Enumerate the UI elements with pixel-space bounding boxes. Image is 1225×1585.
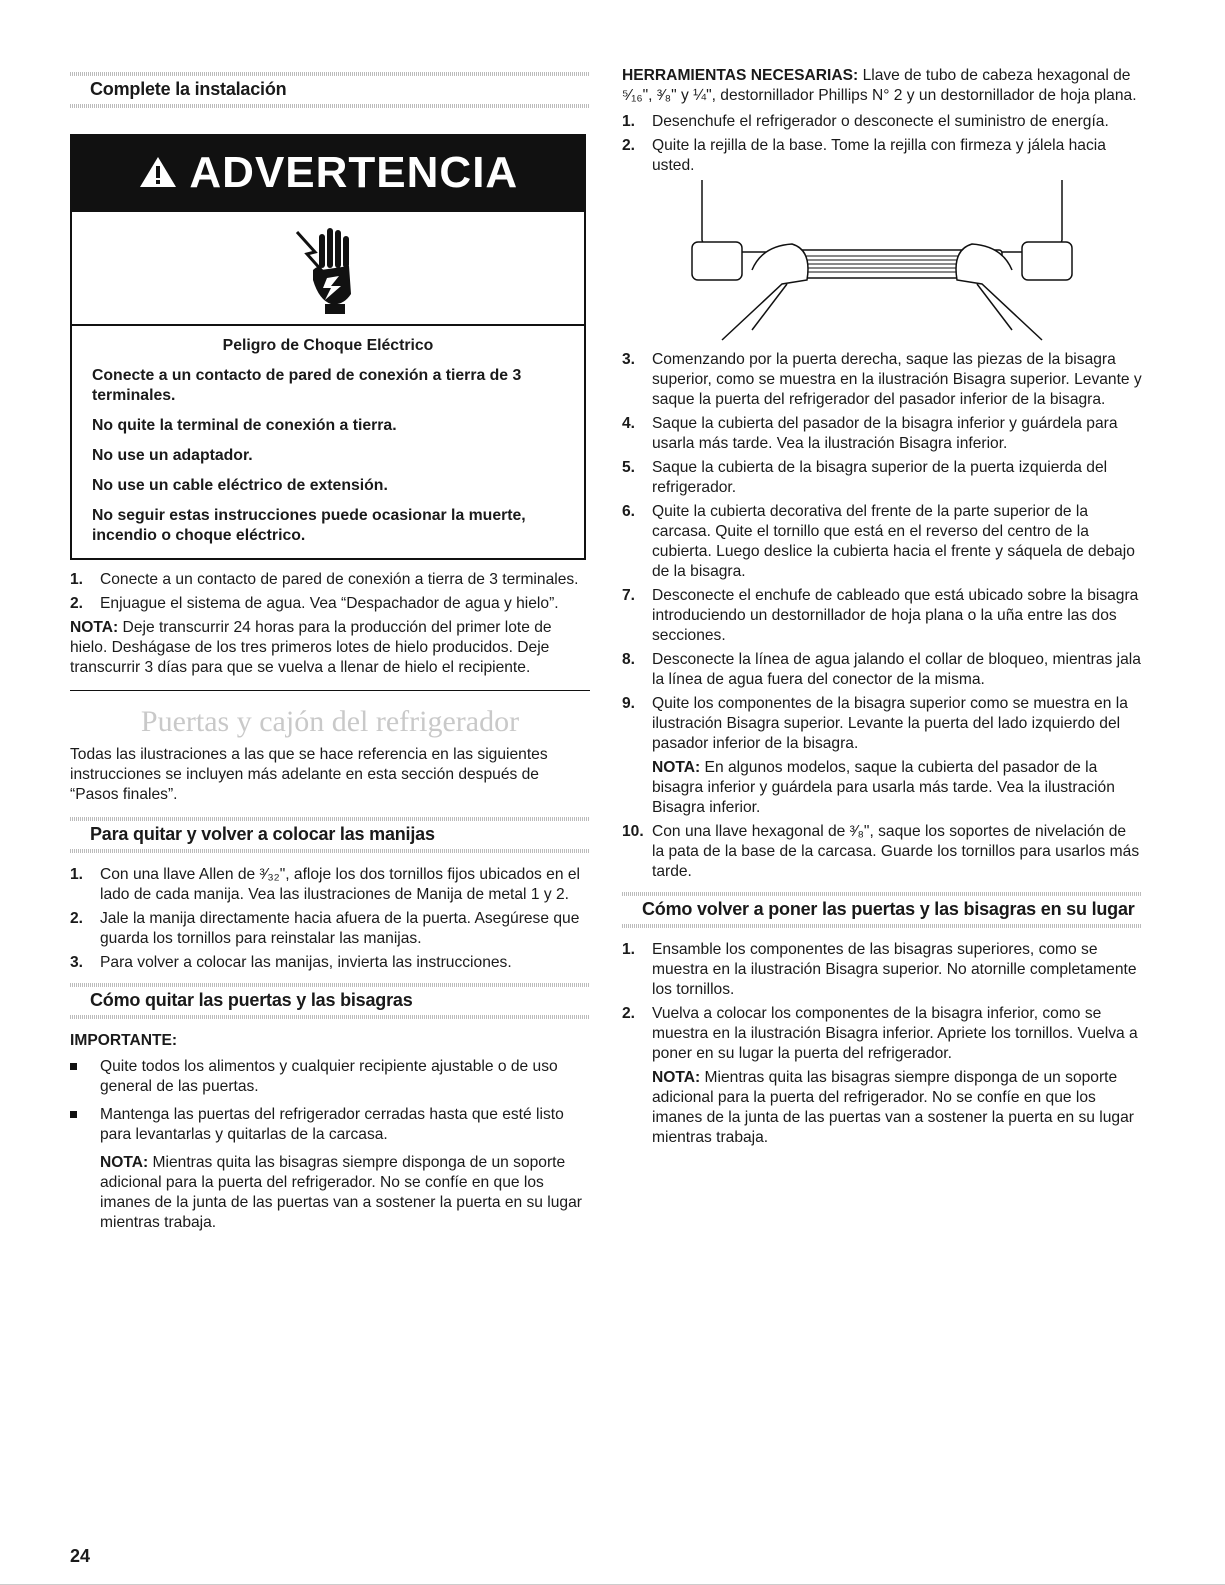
bullet-icon [70,1111,77,1118]
divider [70,104,590,108]
note: NOTA: Deje transcurrir 24 horas para la producción del primer lote de hielo. Deshágase de los tres primeros lotes de hielo producidos. Deje transcurrir 3 días para que se vuelva a llenar de hielo el recipiente. [70,619,552,676]
removal-step-10 [622,822,1142,882]
right-column [622,0,1142,1148]
divider [622,892,1142,896]
list-item: 1. Con una llave Allen de ³⁄₃₂", afloje los dos tornillos fijos ubicados en el lado de cada manija. Vea las ilustraciones de Manija de metal 1 y 2. [70,866,580,903]
warning-text [72,326,584,558]
list-item: 8. Desconecte la línea de agua jalando el collar de bloqueo, mientras jala la línea de agua fuera del conector de la misma. [622,651,1141,688]
divider [70,983,590,987]
section-title-handles: Para quitar y volver a colocar las manijas [90,824,435,844]
list-item: 6. Quite la cubierta decorativa del frente de la parte superior de la carcasa. Quite el tornillo que está en el reverso del centro de la cubierta. Luego deslice la cubierta hacia el frente y sáquela de debajo de la bisagra. [622,503,1135,580]
install-steps [70,570,590,614]
bullet-icon [70,1063,77,1070]
warning-line: Conecte a un contacto de pared de conexión a tierra de 3 terminales. [92,367,522,404]
warning-title: ADVERTENCIA [189,148,519,197]
intro-text: Todas las ilustraciones a las que se hace referencia en las siguientes instrucciones se incluyen más adelante en esta sección después de “Pasos finales”. [70,746,548,803]
section-big-title: Puertas y cajón del refrigerador [140,705,520,738]
note: NOTA: Mientras quita las bisagras siempre disponga de un soporte adicional para la puerta del refrigerador. No se confíe en que los imanes de la junta de las puertas van a sostener la puerta en su lugar mientras trabaja. [100,1154,582,1231]
divider [70,849,590,853]
list-item: Mantenga las puertas del refrigerador cerradas hasta que esté listo para levantarlas y quitarlas de la carcasa. [70,1105,590,1145]
list-item: 4. Saque la cubierta del pasador de la bisagra inferior y guárdela para usarla más tarde. Vea la ilustración Bisagra inferior. [622,415,1118,452]
divider [70,817,590,821]
note: NOTA: En algunos modelos, saque la cubierta del pasador de la bisagra inferior y guárdela para usarla más tarde. Vea la ilustración Bisagra inferior. [652,759,1115,816]
base-grille-illustration [682,180,1142,350]
list-item: 7. Desconecte el enchufe de cableado que está ubicado sobre la bisagra introduciendo un destornillador de hoja plana o la uña entre las dos secciones. [622,587,1139,644]
handle-steps [70,865,590,973]
list-item: 2. Enjuague el sistema de agua. Vea “Despachador de agua y hielo”. [70,595,559,612]
replace-steps [622,940,1142,1064]
list-item: 10. Con una llave hexagonal de ³⁄₈", saque los soportes de nivelación de la pata de la base de la carcasa. Guarde los tornillos para usarlos más tarde. [622,823,1140,880]
divider [622,924,1142,928]
list-item: 1. Conecte a un contacto de pared de conexión a tierra de 3 terminales. [70,571,579,588]
warning-line: No quite la terminal de conexión a tierra. [92,417,397,434]
section-title-replace: Cómo volver a poner las puertas y las bisagras en su lugar [642,899,1135,919]
divider [70,72,590,76]
divider [70,1015,590,1019]
page-number: 24 [70,1546,91,1566]
section-title-complete: Complete la instalación [90,79,287,99]
list-item: 3. Para volver a colocar las manijas, invierta las instrucciones. [70,954,512,971]
warning-header [72,136,584,212]
list-item: 1. Ensamble los componentes de las bisagras superiores, como se muestra en la ilustración Bisagra superior. No atornille completamente los tornillos. [622,941,1137,998]
list-item: 2. Vuelva a colocar los componentes de la bisagra inferior, como se muestra en la ilustración Bisagra inferior. Apriete los tornillos. Vuelva a poner en su lugar la puerta del refrigerador. [622,1005,1138,1062]
warning-line: No seguir estas instrucciones puede ocasionar la muerte, incendio o choque eléctrico. [92,507,526,544]
removal-steps-a [622,112,1142,176]
list-item: 3. Comenzando por la puerta derecha, saque las piezas de la bisagra superior, como se muestra en la ilustración Bisagra superior. Levante y saque la puerta del refrigerador del pasador inferior de la bisagra. [622,351,1142,408]
note: NOTA: Mientras quita las bisagras siempre disponga de un soporte adicional para la puerta del refrigerador. No se confíe en que los imanes de la junta de las puertas van a sostener la puerta en su lugar mientras trabaja. [652,1069,1134,1146]
warning-triangle-icon [138,148,190,197]
list-item: 5. Saque la cubierta de la bisagra superior de la puerta izquierda del refrigerador. [622,459,1108,496]
electric-shock-icon [72,212,584,326]
warning-line: No use un adaptador. [92,447,253,464]
list-item: 2. Quite la rejilla de la base. Tome la rejilla con firmeza y jálela hacia usted. [622,137,1106,174]
left-column [70,0,590,1233]
section-title-doors: Cómo quitar las puertas y las bisagras [90,990,413,1010]
tools-text: HERRAMIENTAS NECESARIAS: Llave de tubo de cabeza hexagonal de ⁵⁄₁₆", ³⁄₈" y ¼", destornillador Phillips N° 2 y un destornillador de hoja plana. [622,67,1137,104]
list-item: 2. Jale la manija directamente hacia afuera de la puerta. Asegúrese que guarda los tornillos para reinstalar las manijas. [70,910,580,947]
list-item: 9. Quite los componentes de la bisagra superior como se muestra en la ilustración Bisagra superior. Levante la puerta del lado izquierdo del pasador inferior de la bisagra. [622,695,1128,752]
list-item: Quite todos los alimentos y cualquier recipiente ajustable o de uso general de las puertas. [70,1057,590,1097]
rule [70,690,590,691]
warning-box [70,134,586,560]
warning-line: No use un cable eléctrico de extensión. [92,477,388,494]
warning-heading: Peligro de Choque Eléctrico [222,337,434,354]
list-item: 1. Desenchufe el refrigerador o desconecte el suministro de energía. [622,113,1109,130]
removal-steps-b [622,350,1142,754]
important-list [70,1057,590,1145]
important-label: IMPORTANTE: [70,1032,178,1049]
